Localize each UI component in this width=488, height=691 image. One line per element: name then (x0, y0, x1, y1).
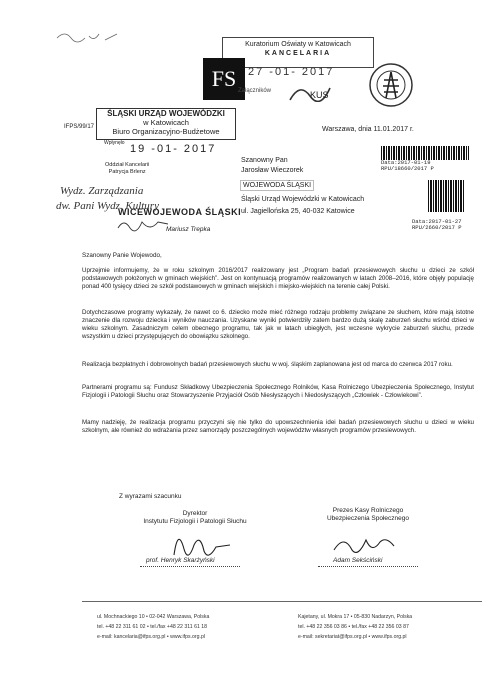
kancelaria-line1: Oddział Kancelarii (105, 162, 150, 168)
urzad-stamp (96, 108, 236, 140)
addressee-address: ul. Jagiellońska 25, 40-032 Katowice (241, 208, 355, 215)
handwritten-note-1: Wydz. Zarządzania (60, 185, 144, 197)
footer-right (298, 612, 412, 642)
letter-greeting: Szanowny Panie Wojewodo, (82, 252, 162, 259)
attachments-label: Załączników (238, 88, 272, 94)
signature-left-line (140, 566, 240, 567)
signature-left-title (130, 510, 260, 526)
barcode-bottom-line1: Data:2017-01-27 (412, 218, 462, 225)
barcode-top (381, 146, 469, 160)
footer-left (97, 612, 209, 642)
kus-logo-text: KUS (310, 90, 329, 100)
round-seal-icon (368, 62, 414, 108)
signature-right-title-line1: Prezes Kasy Rolniczego (332, 507, 404, 514)
barcode-top-text (381, 160, 434, 172)
signature-left-name: prof. Henryk Skarżyński (146, 557, 215, 564)
vice-voivode-name: Mariusz Trepka (166, 226, 211, 233)
urzad-date-stamp: 19 -01- 2017 (130, 143, 217, 155)
signature-right-name: Adam Sekściński (333, 557, 383, 564)
city-date: Warszawa, dnia 11.01.2017 r. (322, 126, 414, 133)
barcode-bottom-line2: RPU/2660/2017 P (412, 224, 462, 231)
received-date-stamp: 27 -01- 2017 (248, 66, 335, 78)
kancelaria-stamp (105, 162, 149, 176)
barcode-bottom-text (412, 219, 462, 231)
signature-left-title-line2: Instytutu Fizjologii i Patologii Słuchu (143, 518, 247, 525)
paragraph-1: Uprzejmie informujemy, że w roku szkolnym 2016/2017 realizowany jest „Program badań przesiewowych słuchu u dzieci ze szkół podstawowych położonych w gminach wiejskich”. Jest on kontynuacją programów realizowanych w latach 2008–2016, które objęły populację ponad 400 tysięcy dzieci ze szkół podstawowych w gminach wiejskich i miejsko-wiejskich na terenie całej Polski. (82, 267, 474, 291)
reference-number: IFPS/99/17 (64, 124, 95, 130)
signature-right-title-line2: Ubezpieczenia Społecznego (326, 515, 410, 522)
kuratorium-stamp-line2: KANCELARIA (264, 50, 332, 57)
barcode-top-line2: RPU/18660/2017 P (381, 165, 434, 172)
footer-left-line3: e-mail: kancelaria@ifps.org.pl • www.ifps.org.pl (97, 634, 205, 640)
barcode-top-line1: Data:2017-01-19 (381, 159, 431, 166)
paragraph-3: Realizacja bezpłatnych i dobrowolnych badań przesiewowych słuchu w woj. śląskim zaplanowana jest od marca do czerwca 2017 roku. (82, 361, 453, 368)
footer-divider (82, 601, 482, 602)
footer-left-line2: tel. +48 22 311 61 02 • tel./fax +48 22 311 61 18 (97, 624, 208, 630)
addressee-salutation: Szanowny Pan (241, 157, 288, 164)
signature-right-title (313, 507, 423, 523)
signature-right-line (318, 566, 418, 567)
urzad-stamp-line2: w Katowicach (143, 118, 189, 127)
kus-logo (288, 78, 333, 102)
kancelaria-line2: Patrycja Brlenz (108, 169, 146, 175)
addressee-name: Jarosław Wieczorek (241, 167, 304, 174)
signature-right-scribble (330, 530, 400, 558)
handwritten-scribble (55, 28, 125, 48)
closing: Z wyrazami szacunku (119, 493, 182, 500)
urzad-stamp-line3: Biuro Organizacyjno-Budżetowe (112, 127, 220, 136)
footer-right-line2: tel. +48 22 356 03 86 • tel./fax +48 22 356 03 87 (298, 624, 409, 630)
footer-right-line3: e-mail: sekretariat@ifps.org.pl • www.ifps.org.pl (298, 634, 407, 640)
paragraph-5: Mamy nadzieję, że realizacja programu przyczyni się nie tylko do upowszechnienia idei badań przesiewowych słuchu u dzieci w wieku szkolnym, ale również do wdrażania przez samorządy poszczególnych województw własnych programów przesiewowych. (82, 419, 474, 435)
addressee-office: Śląski Urząd Wojewódzki w Katowicach (241, 196, 365, 203)
barcode-bottom (428, 180, 464, 212)
paragraph-4: Partnerami programu są: Fundusz Składkowy Ubezpieczenia Społecznego Rolników, Kasa Rolniczego Ubezpieczenia Społecznego, Instytut Fizjologii i Patologii Słuchu oraz Stowarzyszenie Przyjaciół Osób Niesłyszących i Niedosłyszących „Człowiek - Człowiekowi”. (82, 384, 474, 400)
vice-voivode-stamp: WICEWOJEWODA ŚLĄSKI (118, 207, 242, 217)
handwritten-note-2: dw. Pani Wydz. Kultury (56, 200, 159, 212)
signature-left-title-line1: Dyrektor (182, 510, 208, 517)
kuratorium-stamp-line1: Kuratorium Oświaty w Katowicach (245, 41, 351, 48)
addressee-title: WOJEWODA ŚLĄSKI (240, 180, 314, 191)
fs-logo: FS (203, 58, 245, 100)
footer-left-line1: ul. Mochnackiego 10 • 02-042 Warszawa, Polska (97, 614, 210, 620)
paragraph-2: Dotychczasowe programy wykazały, że nawet co 6. dziecko może mieć różnego rodzaju problemy związane ze słuchem, które mają istotne znaczenie dla rozwoju dziecka i wyników nauczania. Uzyskane wyniki potwierdziły zatem bardzo dużą skalę zaburzeń słuchu wśród dzieci w wieku szkolnym. Zasadniczym celem obecnego programu, tak jak w latach ubiegłych, jest wczesne wykrycie zaburzeń słuchu, przede wszystkim u dzieci przystępujących do obowiązku szkolnego. (82, 309, 474, 341)
urzad-stamp-line1: ŚLĄSKI URZĄD WOJEWÓDZKI (107, 109, 225, 118)
footer-right-line1: Kajetany, ul. Mokra 17 • 05-830 Nadarzyn, Polska (298, 614, 413, 620)
urzad-wplyw-label: Wpłynęło (104, 140, 125, 146)
